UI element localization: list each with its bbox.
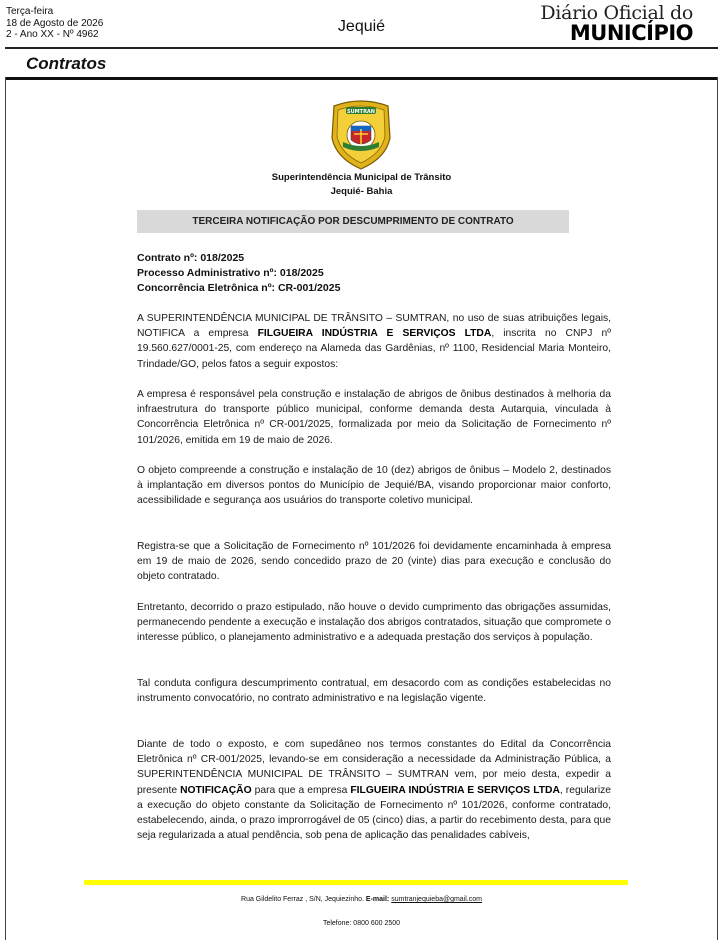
paragraph-2: A empresa é responsável pela construção e instalação de abrigos de ônibus destinados à melhoria da infraestrutura do transporte público municipal, conforme demanda desta Autarquia, vinculada à Concorrência Eletrônica nº CR-001/2025, formalizada por meio da Solicitação de Fornecimento nº 101/2026, emitida em 19 de maio de 2026. — [137, 389, 611, 446]
footer-email-link[interactable]: sumtranjequieba@gmail.com — [391, 896, 482, 903]
emblem-label: SUMTRAN — [347, 108, 375, 115]
edition-number: 2 - Ano XX - Nº 4962 — [6, 29, 99, 40]
section-title: Contratos — [26, 54, 107, 73]
paragraph-4: Registra-se que a Solicitação de Fornecimento nº 101/2026 foi devidamente encaminhada à empresa em 19 de maio de 2026, sendo concedido prazo de 20 (vinte) dias para execução e conclusão do objeto contratado. — [137, 541, 611, 583]
paragraph-5: Entretanto, decorrido o prazo estipulado, não houve o devido cumprimento das obrigações assumidas, permanecendo pendente a execução e instalação dos abrigos contratados, situação que compromete o interesse público, o planejamento administrativo e a adequada prestação dos serviços à população. — [137, 602, 611, 644]
publication-date: 18 de Agosto de 2026 — [6, 17, 104, 29]
paragraph-6: Tal conduta configura descumprimento contratual, em desacordo com as condições estabelecidas no instrumento convocatório, no contrato administrativo e na legislação vigente. — [137, 678, 611, 705]
gazette-logo — [540, 3, 693, 44]
sumtran-emblem-icon — [326, 98, 396, 170]
notice-title: TERCEIRA NOTIFICAÇÃO POR DESCUMPRIMENTO DE CONTRATO — [137, 210, 569, 233]
company-name: FILGUEIRA INDÚSTRIA E SERVIÇOS LTDA — [257, 328, 492, 340]
page-border-right — [717, 77, 718, 940]
paragraph-7: Diante de todo o exposto, e com supedâneo nos termos constantes do Edital da Concorrência Eletrônica nº CR-001/2025, levando-se em consideração a necessidade da Administração Pública, a SUPERINTENDÊNCIA MUNICIPAL DE TRÂNSITO – SUMTRAN vem, por meio desta, expedir a presente NOTIFICAÇÃO para que a empresa FILGUEIRA INDÚSTRIA E SERVIÇOS LTDA, regularize a execução do objeto constante da Solicitação de Fornecimento nº 101/2026, conforme contratado, estabelecendo, ainda, o prazo improrrogável de 05 (cinco) dias, a partir do recebimento desta, para que seja regularizada a atual pendência, sob pena de aplicação das penalidades cabíveis, — [137, 739, 612, 842]
footer-phone: Telefone: 0800 600 2500 — [322, 920, 401, 927]
footer-highlight-bar — [84, 880, 628, 885]
logo-line1: Diário Oficial do — [540, 2, 693, 24]
weekday: Terça-feira — [6, 6, 54, 17]
company-name-2: FILGUEIRA INDÚSTRIA E SERVIÇOS LTDA — [350, 784, 560, 796]
section-divider — [5, 77, 718, 80]
paragraph-3: O objeto compreende a construção e instalação de 10 (dez) abrigos de ônibus – Modelo 2, destinados à implantação em diversos pontos do Município de Jequié/BA, visando proporcionar maior conforto, acessibilidade e segurança aos usuários do transporte coletivo municipal. — [137, 465, 611, 507]
page-header — [0, 0, 723, 48]
contract-number: Contrato nº: 018/2025 — [137, 252, 245, 264]
tender-number: Concorrência Eletrônica nº: CR-001/2025 — [137, 282, 341, 294]
organization-location: Jequié- Bahia — [330, 186, 393, 197]
header-divider — [5, 47, 718, 49]
organization-name: Superintendência Municipal de Trânsito — [271, 172, 452, 183]
footer-address: Rua Gildelito Ferraz , S/N, Jequiezinho. E-mail: sumtranjequieba@gmail.com — [241, 896, 482, 903]
contract-references — [137, 251, 340, 296]
paragraph-1: A SUPERINTENDÊNCIA MUNICIPAL DE TRÂNSITO – SUMTRAN, no uso de suas atribuições legais, NOTIFICA a empresa FILGUEIRA INDÚSTRIA E SERVIÇOS LTDA, inscrita no CNPJ nº 19.560.627/0001-25, com endereço na Alameda das Gardênias, nº 1100, Residencial Maria Monteiro, Trindade/GO, pelos fatos a seguir expostos: — [137, 313, 611, 370]
page-border-left — [5, 77, 6, 940]
city-name: Jequié — [337, 18, 386, 35]
logo-line2: MUNICÍPIO — [569, 21, 693, 45]
process-number: Processo Administrativo nº: 018/2025 — [137, 267, 324, 279]
notification-keyword: NOTIFICAÇÃO — [180, 784, 252, 796]
organization-block — [0, 171, 723, 199]
